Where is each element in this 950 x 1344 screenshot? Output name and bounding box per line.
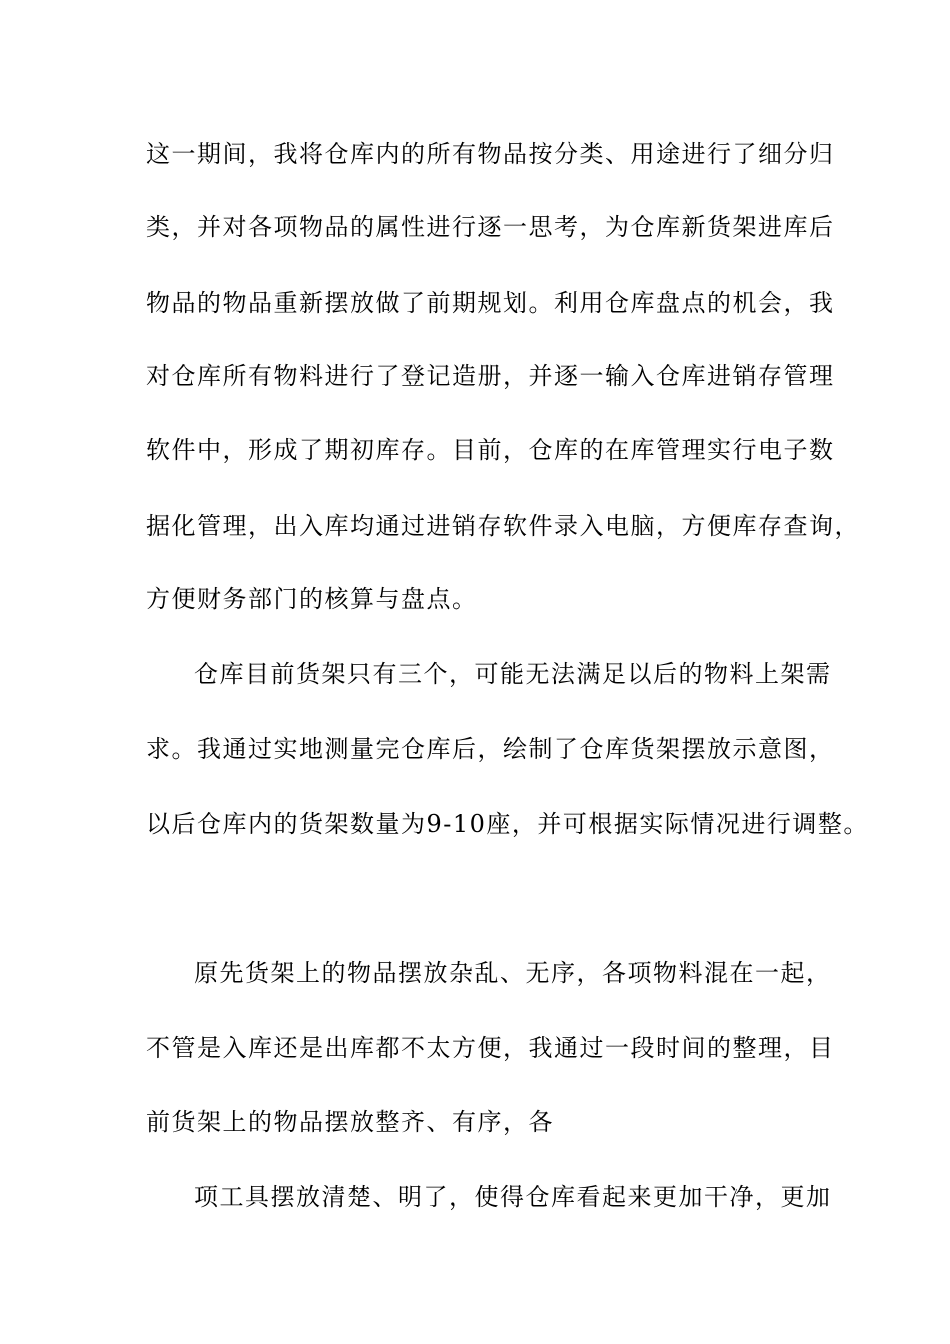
- paragraph-line: 原先货架上的物品摆放杂乱、无序，各项物料混在一起，: [194, 959, 832, 987]
- paragraph-line: 这一期间，我将仓库内的所有物品按分类、用途进行了细分归: [146, 140, 835, 168]
- paragraph-line: 仓库目前货架只有三个，可能无法满足以后的物料上架需: [194, 660, 832, 688]
- paragraph-line: 前货架上的物品摆放整齐、有序，各: [146, 1108, 554, 1136]
- paragraph-line: 据化管理，出入库均通过进销存软件录入电脑，方便库存查询，: [146, 512, 860, 540]
- paragraph-line: 不管是入库还是出库都不太方便，我通过一段时间的整理，目: [146, 1034, 835, 1062]
- paragraph-line: 以后仓库内的货架数量为9-10座，并可根据实际情况进行调整。: [146, 810, 869, 838]
- paragraph-line: 方便财务部门的核算与盘点。: [146, 585, 478, 613]
- paragraph-line: 项工具摆放清楚、明了，使得仓库看起来更加干净，更加: [194, 1183, 832, 1211]
- paragraph-line: 对仓库所有物料进行了登记造册，并逐一输入仓库进销存管理: [146, 362, 835, 390]
- paragraph-line: 求。我通过实地测量完仓库后，绘制了仓库货架摆放示意图，: [146, 735, 835, 763]
- paragraph-line: 物品的物品重新摆放做了前期规划。利用仓库盘点的机会，我: [146, 289, 835, 317]
- paragraph-line: 类，并对各项物品的属性进行逐一思考，为仓库新货架进库后: [146, 213, 835, 241]
- paragraph-line: 软件中，形成了期初库存。目前，仓库的在库管理实行电子数: [146, 436, 835, 464]
